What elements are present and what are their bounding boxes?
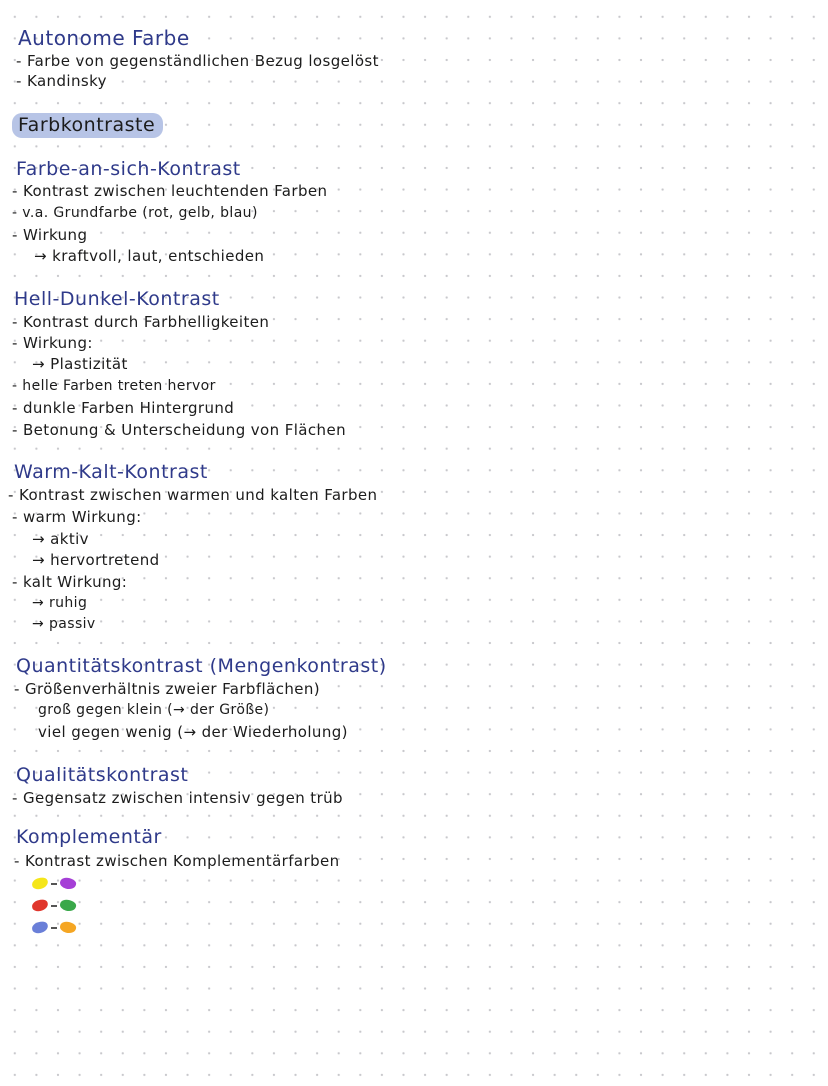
warm-kalt-line-7: → passiv xyxy=(32,616,96,632)
warm-kalt-line-6: → ruhig xyxy=(32,595,88,611)
pair-dash xyxy=(51,883,57,885)
pair-dash xyxy=(51,905,57,907)
heading-qualitaet: Qualitätskontrast xyxy=(16,764,189,786)
color-swatch-b xyxy=(59,876,77,891)
heading-hell-dunkel: Hell-Dunkel-Kontrast xyxy=(14,288,220,310)
color-swatch-b xyxy=(59,920,77,935)
color-swatch-a xyxy=(31,898,49,912)
color-swatch-b xyxy=(59,898,77,913)
hell-dunkel-line-6: - Betonung & Unterscheidung von Flächen xyxy=(12,421,346,439)
hell-dunkel-line-2: - Wirkung: xyxy=(12,334,93,352)
warm-kalt-line-2: - warm Wirkung: xyxy=(12,508,142,526)
heading-farbkontraste: Farbkontraste xyxy=(12,113,163,138)
komplementaer-line-1: - Kontrast zwischen Komplementärfarben xyxy=(14,852,340,870)
quantitaet-line-3: viel gegen wenig (→ der Wiederholung) xyxy=(38,723,348,741)
warm-kalt-line-1: - Kontrast zwischen warmen und kalten Farben xyxy=(8,486,378,504)
color-pair-row xyxy=(32,922,76,933)
warm-kalt-line-4: → hervortretend xyxy=(32,551,160,569)
farbe-an-sich-line-1: - Kontrast zwischen leuchtenden Farben xyxy=(12,182,328,200)
warm-kalt-line-3: → aktiv xyxy=(32,530,89,548)
color-pair-row xyxy=(32,878,76,889)
hell-dunkel-line-3: → Plastizität xyxy=(32,355,128,373)
heading-farbe-an-sich: Farbe-an-sich-Kontrast xyxy=(16,158,241,180)
color-swatch-a xyxy=(31,920,49,934)
quantitaet-line-1: - Größenverhältnis zweier Farbflächen) xyxy=(14,680,321,698)
autonome-line-1: - Farbe von gegenständlichen Bezug losgelöst xyxy=(16,52,379,70)
heading-autonome-farbe: Autonome Farbe xyxy=(18,26,190,50)
warm-kalt-line-5: - kalt Wirkung: xyxy=(12,573,128,591)
farbe-an-sich-line-4: → kraftvoll, laut, entschieden xyxy=(34,247,265,265)
heading-quantitaet: Quantitätskontrast (Mengenkontrast) xyxy=(16,655,387,677)
hell-dunkel-line-5: - dunkle Farben Hintergrund xyxy=(12,399,235,417)
farbe-an-sich-line-2: - v.a. Grundfarbe (rot, gelb, blau) xyxy=(12,205,258,221)
hell-dunkel-line-1: - Kontrast durch Farbhelligkeiten xyxy=(12,313,270,331)
color-swatch-a xyxy=(31,876,49,890)
color-pair-row xyxy=(32,900,76,911)
hell-dunkel-line-4: - helle Farben treten hervor xyxy=(12,378,216,394)
heading-warm-kalt: Warm-Kalt-Kontrast xyxy=(14,461,208,483)
qualitaet-line-1: - Gegensatz zwischen intensiv gegen trüb xyxy=(12,789,343,807)
farbe-an-sich-line-3: - Wirkung xyxy=(12,226,88,244)
quantitaet-line-2: groß gegen klein (→ der Größe) xyxy=(38,702,270,718)
autonome-line-2: - Kandinsky xyxy=(16,72,107,90)
pair-dash xyxy=(51,927,57,929)
heading-komplementaer: Komplementär xyxy=(16,826,162,848)
